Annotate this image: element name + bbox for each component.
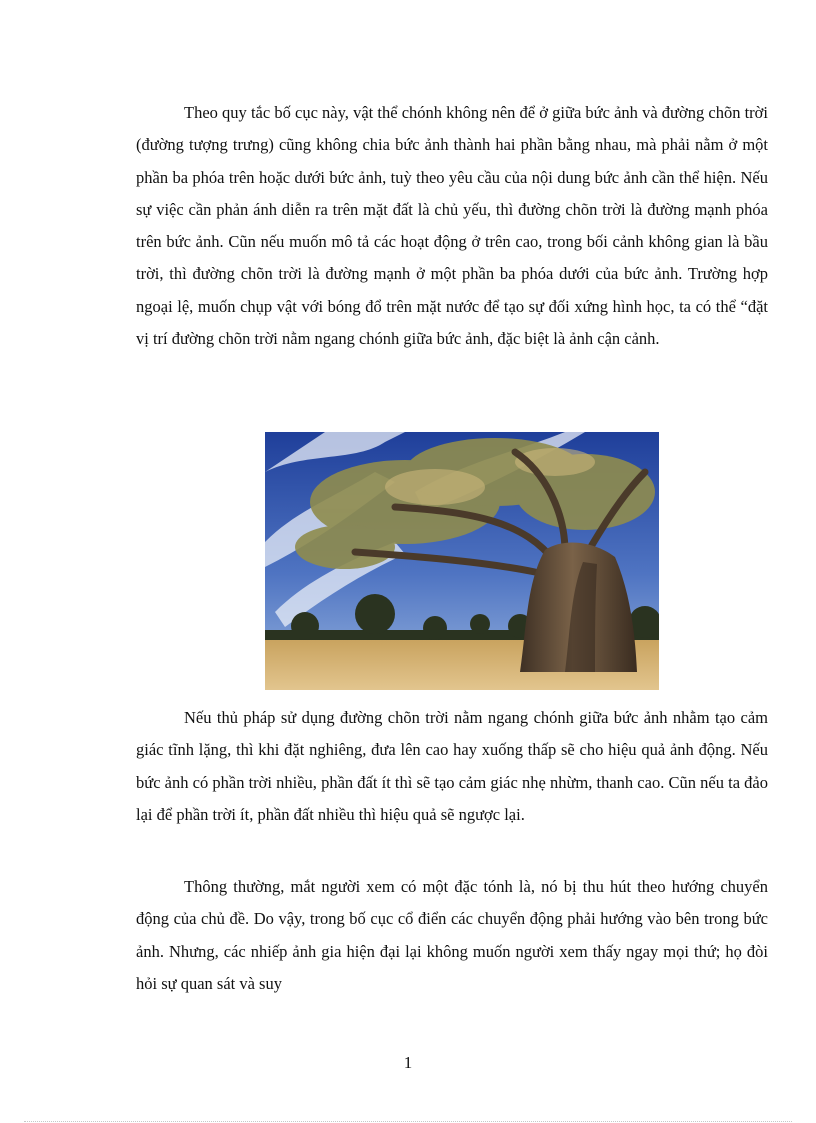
page-bottom-divider — [24, 1121, 792, 1122]
paragraph-1: Theo quy tắc bố cục này, vật thể chónh không nên để ở giữa bức ảnh và đường chõn trời (đường tượng trưng) cũng không chia bức ảnh thành hai phần bằng nhau, mà phải nằm ở một phần ba phóa trên hoặc dưới bức ảnh, tuỳ theo yêu cầu của nội dung bức ảnh cần thể hiện. Nếu sự việc cần phản ánh diễn ra trên mặt đất là chủ yếu, thì đường chõn trời là đường mạnh phóa trên bức ảnh. Cũn nếu muốn mô tả các hoạt động ở trên cao, trong bối cảnh không gian là bầu trời, thì đường chõn trời là đường mạnh ở một phần ba phóa dưới của bức ảnh. Trường hợp ngoại lệ, muốn chụp vật với bóng đổ trên mặt nước để tạo sự đối xứng hình học, ta có thể “đặt vị trí đường chõn trời nằm ngang chónh giữa bức ảnh, đặc biệt là ảnh cận cảnh. — [136, 103, 768, 349]
paragraph-2: Nếu thủ pháp sử dụng đường chõn trời nằm ngang chónh giữa bức ảnh nhằm tạo cảm giác tĩnh lặng, thì khi đặt nghiêng, đưa lên cao hay xuống thấp sẽ cho hiệu quả ảnh động. Nếu bức ảnh có phần trời nhiều, phần đất ít thì sẽ tạo cảm giác nhẹ nhừm, thanh cao. Cũn nếu ta đảo lại để phần trời ít, phần đất nhiều thì hiệu quả sẽ ngược lại. — [136, 708, 768, 824]
page-number: 1 — [403, 1053, 413, 1072]
paragraph-3: Thông thường, mắt người xem có một đặc tónh là, nó bị thu hút theo hướng chuyển động của chủ đề. Do vậy, trong bố cục cổ điển các chuyển động phải hướng vào bên trong bức ảnh. Nhưng, các nhiếp ảnh gia hiện đại lại không muốn người xem thấy ngay mọi thứ; họ đòi hỏi sự quan sát và suy — [136, 877, 768, 993]
baobab-tree-photo — [265, 432, 659, 690]
baobab-tree-image — [265, 432, 659, 690]
